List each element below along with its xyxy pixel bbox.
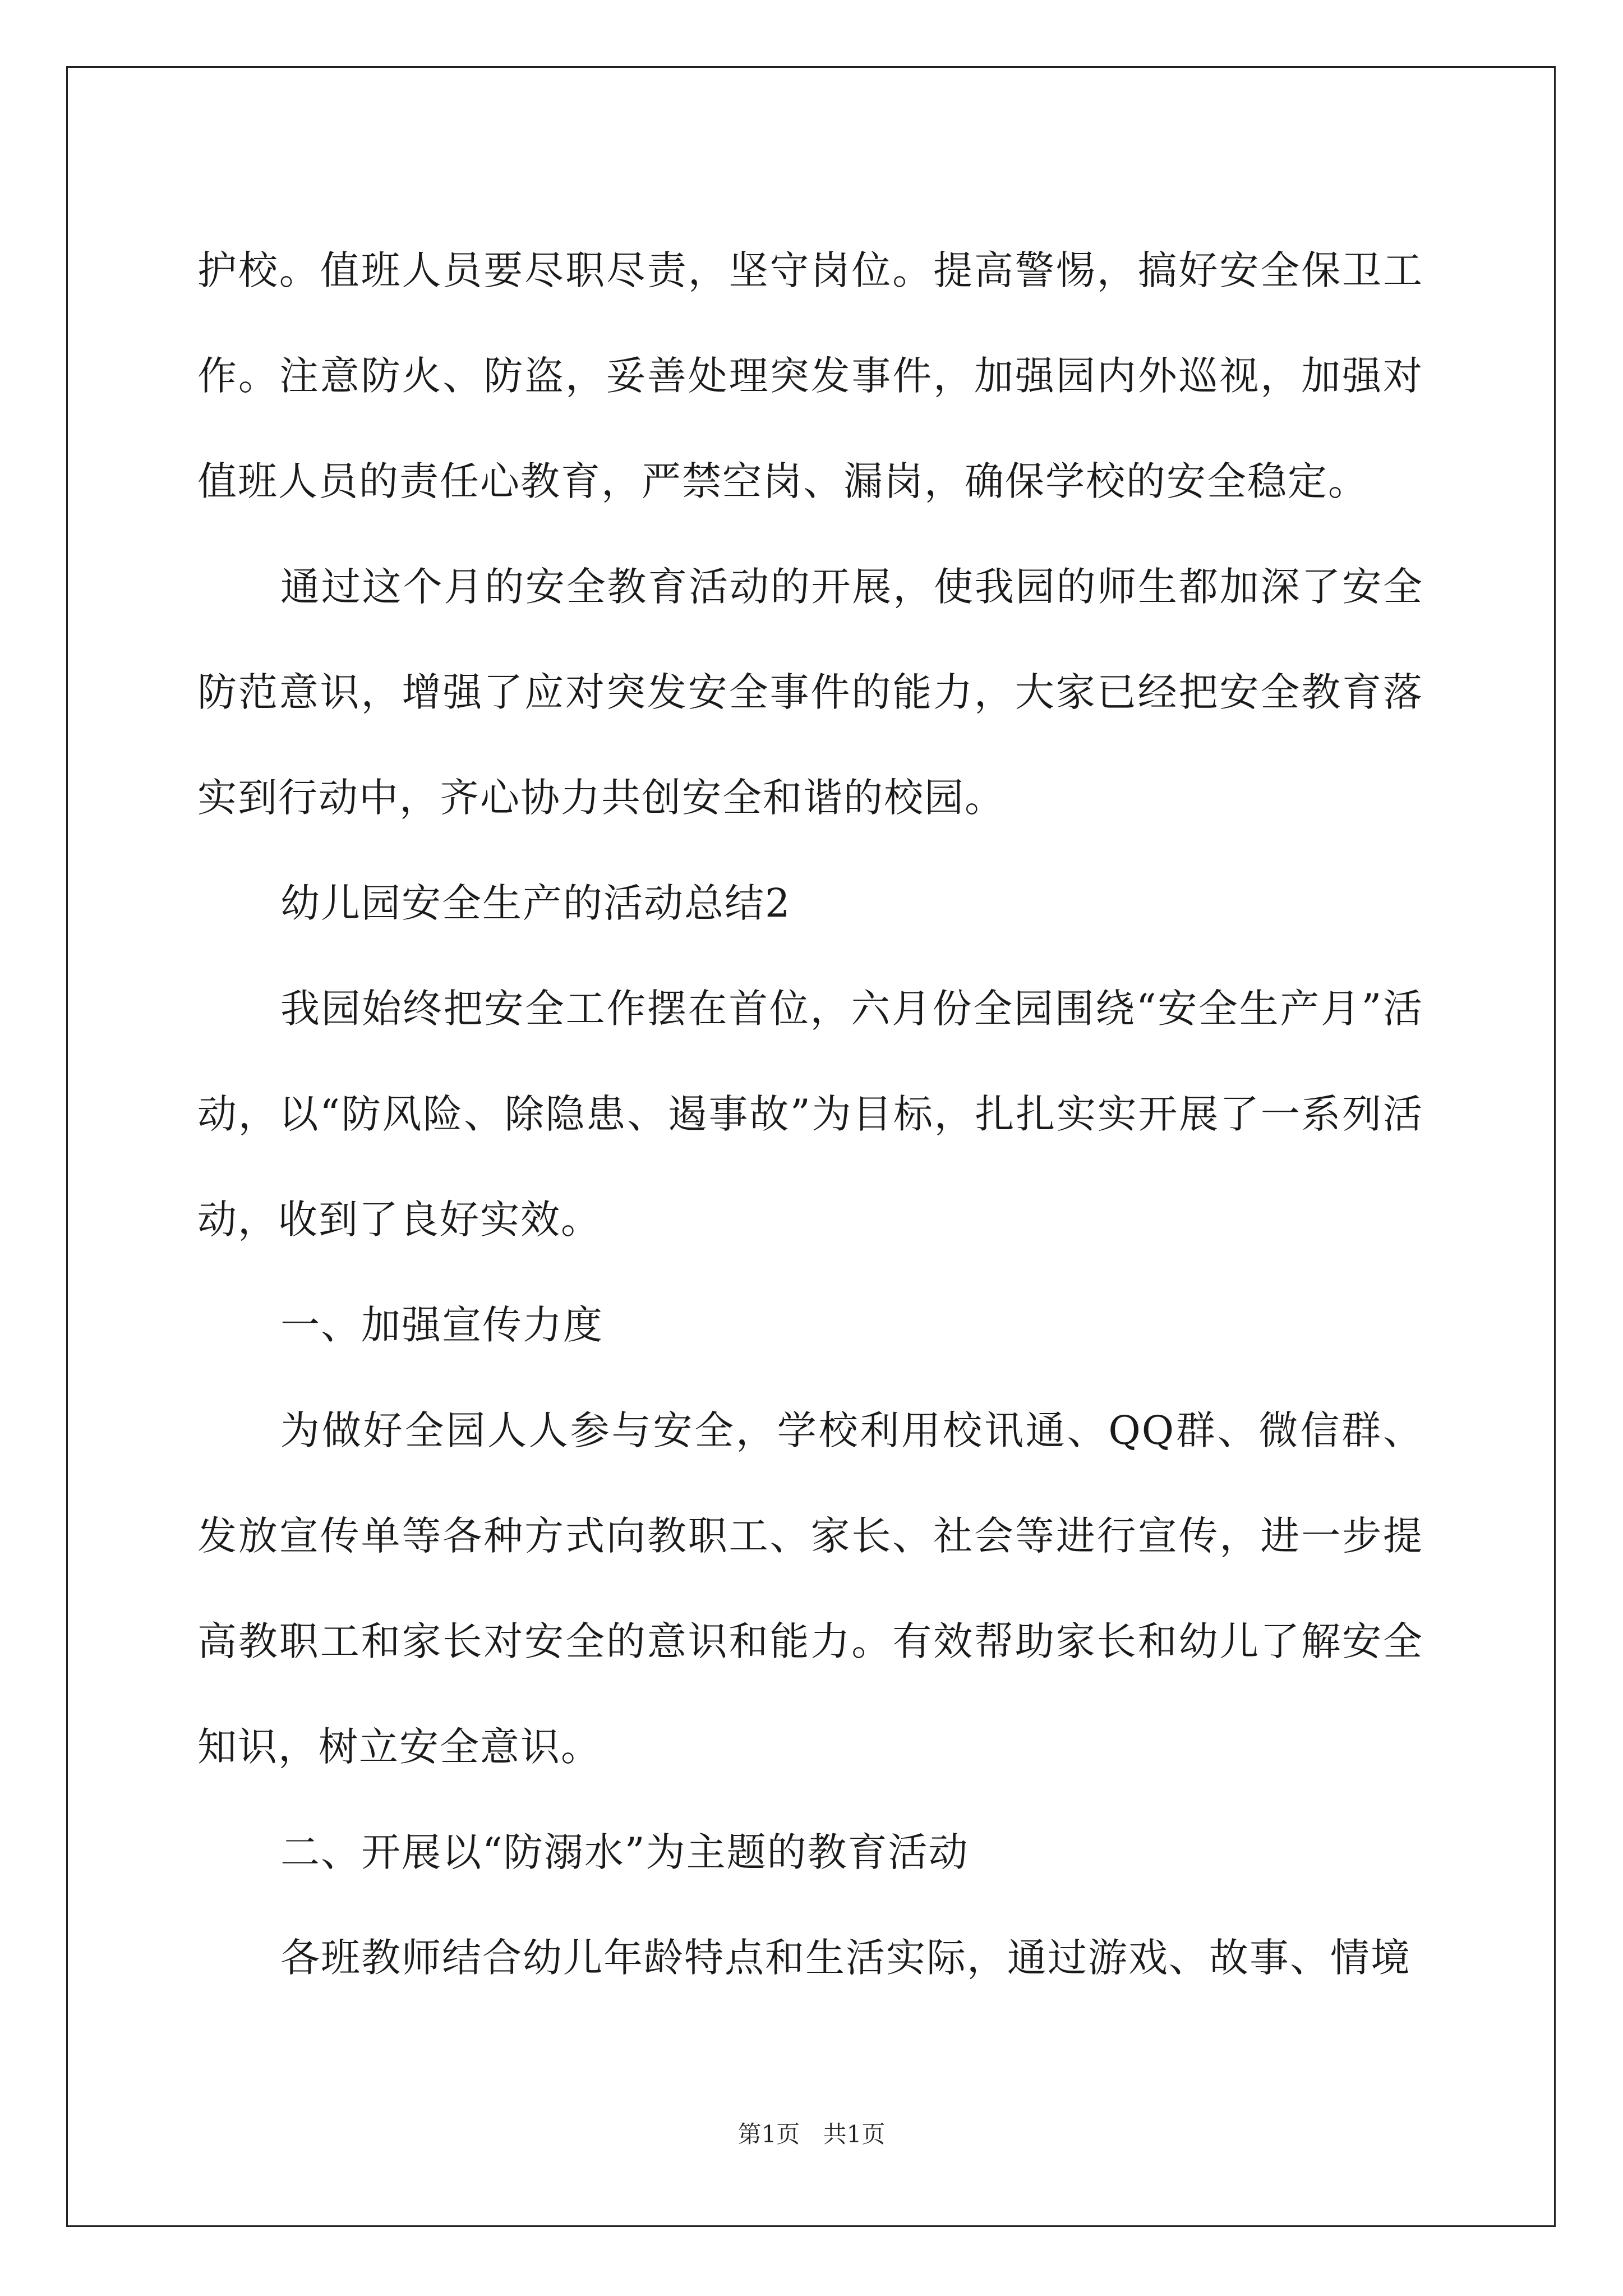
paragraph-summary: 通过这个月的安全教育活动的开展，使我园的师生都加深了安全防范意识，增强了应对突发安全事件的能力，大家已经把安全教育落实到行动中，齐心协力共创安全和谐的校园。 bbox=[197, 564, 1423, 821]
paragraph-intro: 我园始终把安全工作摆在首位，六月份全园围绕“安全生产月”活动，以“防风险、除隐患、遏事故”为目标，扎扎实实开展了一系列活动，收到了良好实效。 bbox=[197, 986, 1423, 1243]
page-number: 第1页 bbox=[737, 2120, 800, 2148]
page-total: 共1页 bbox=[823, 2120, 886, 2148]
subheading-1: 一、加强宣传力度 bbox=[280, 1302, 603, 1348]
section-title: 幼儿园安全生产的活动总结2 bbox=[280, 880, 791, 926]
page-footer bbox=[0, 2116, 1623, 2150]
document-body bbox=[197, 218, 1423, 2010]
subheading-2: 二、开展以“防溺水”为主题的教育活动 bbox=[280, 1829, 969, 1875]
paragraph-publicity: 为做好全园人人参与安全，学校利用校讯通、QQ群、微信群、发放宣传单等各种方式向教职工、家长、社会等进行宣传，进一步提高教职工和家长对安全的意识和能力。有效帮助家长和幼儿了解安全知识，树立安全意识。 bbox=[197, 1407, 1423, 1770]
paragraph-activities: 各班教师结合幼儿年龄特点和生活实际，通过游戏、故事、情境 bbox=[280, 1935, 1411, 1981]
paragraph-continuation: 护校。值班人员要尽职尽责，坚守岗位。提高警惕，搞好安全保卫工作。注意防火、防盗，妥善处理突发事件，加强园内外巡视，加强对值班人员的责任心教育，严禁空岗、漏岗，确保学校的安全稳定。 bbox=[197, 247, 1423, 504]
